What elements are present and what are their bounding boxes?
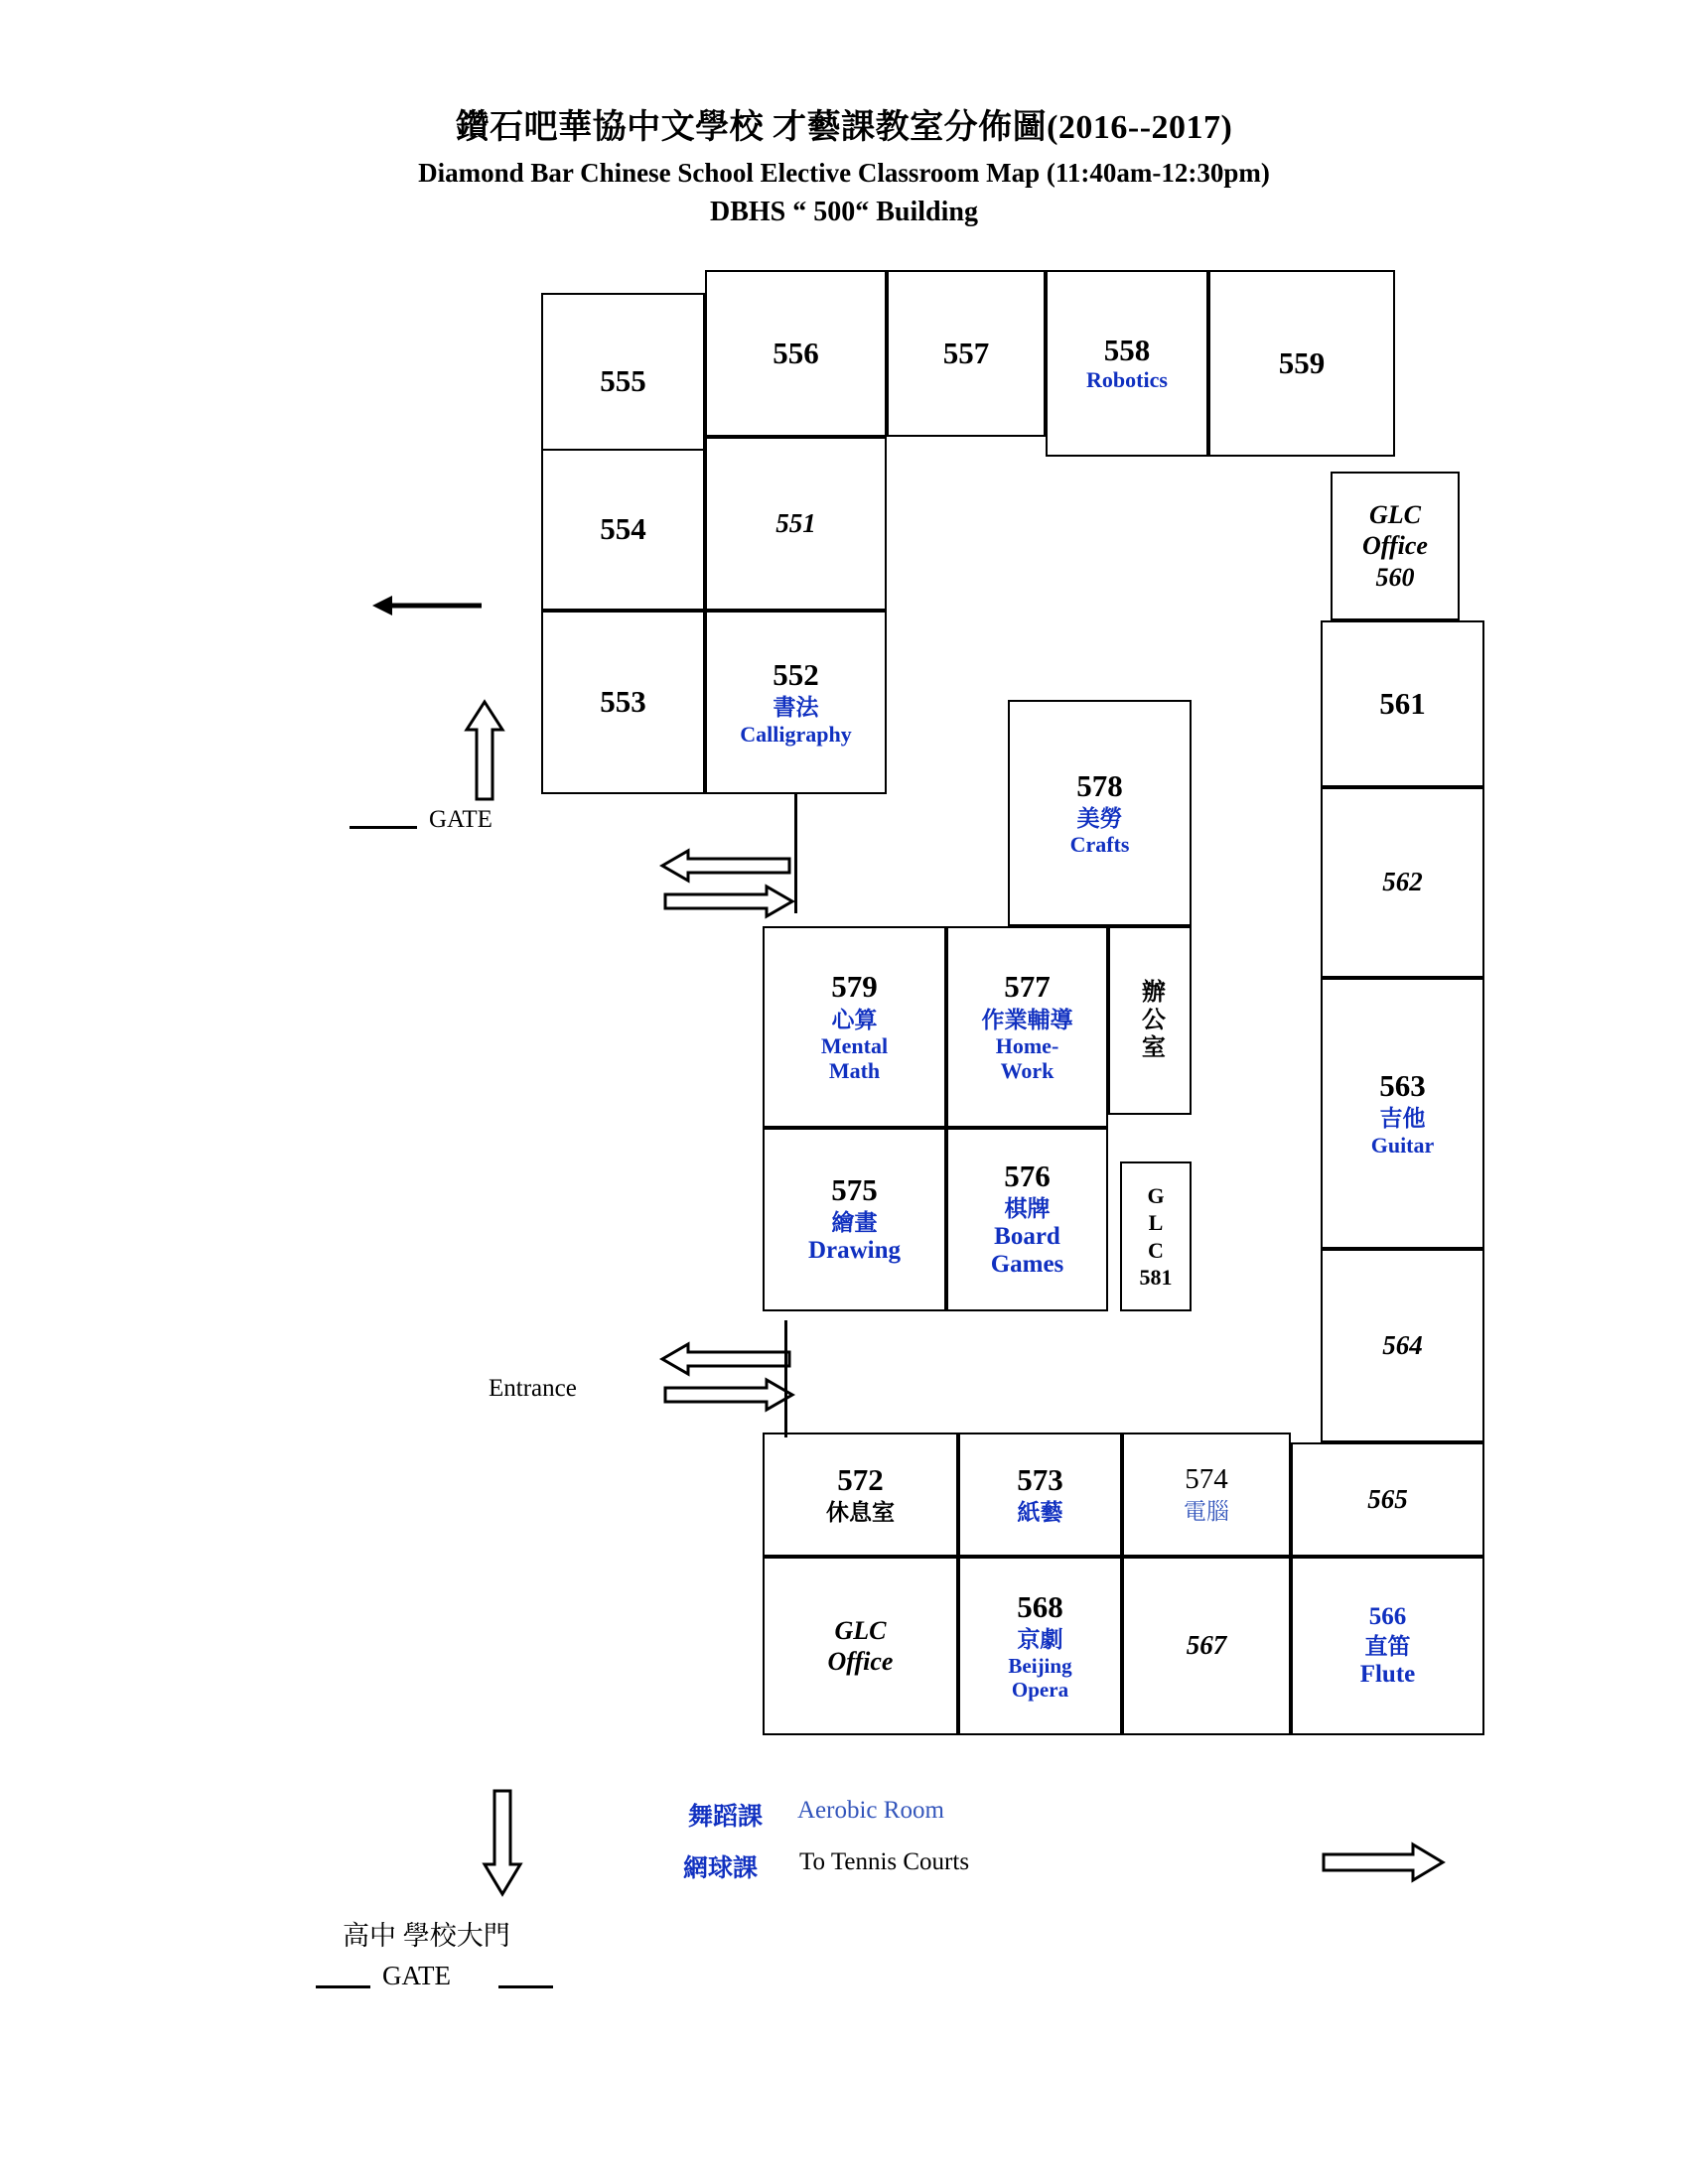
room-565-number: 565: [1367, 1483, 1408, 1514]
room-576-number: 576: [1004, 1158, 1051, 1193]
room-553[interactable]: [541, 611, 705, 794]
arrow-left-icon: [372, 591, 492, 620]
glc-office-560-number: 560: [1375, 562, 1415, 592]
office-room[interactable]: [1108, 926, 1192, 1115]
tennis-label-english: To Tennis Courts: [799, 1848, 970, 1875]
room-564[interactable]: [1321, 1249, 1484, 1442]
room-575-english: Drawing: [807, 1236, 902, 1264]
room-566-chinese: 直笛: [1364, 1634, 1411, 1660]
glc-office-572-line1: GLC: [834, 1615, 887, 1645]
gate-label-top: GATE: [429, 806, 492, 833]
room-566-english: Flute: [1359, 1660, 1416, 1688]
room-555[interactable]: [541, 293, 705, 470]
room-559[interactable]: [1208, 270, 1395, 457]
wall-connector-upper: [794, 794, 797, 913]
room-557[interactable]: [887, 270, 1046, 437]
room-551[interactable]: [705, 437, 887, 611]
office-room-chinese: 辦公室: [1137, 979, 1164, 1062]
glc-581-number: 581: [1139, 1265, 1173, 1290]
room-556-number: 556: [773, 335, 819, 370]
arrow-right-icon: [1321, 1842, 1445, 1883]
room-552-number: 552: [773, 657, 819, 693]
room-574-number: 574: [1185, 1462, 1228, 1495]
room-573-chinese: 紙藝: [1017, 1499, 1063, 1525]
arrow-up-icon: [465, 700, 504, 804]
glc-office-572-line2: Office: [827, 1647, 894, 1676]
room-556[interactable]: [705, 270, 887, 437]
room-575[interactable]: [763, 1128, 946, 1311]
entrance-label: Entrance: [489, 1375, 577, 1402]
glc-office-560-line1: GLC: [1369, 500, 1421, 530]
room-568-number: 568: [1017, 1589, 1063, 1625]
room-553-number: 553: [600, 684, 646, 720]
room-578[interactable]: [1008, 700, 1192, 926]
room-568-english-1: Beijing: [1008, 1653, 1072, 1678]
room-563-chinese: 吉他: [1379, 1106, 1426, 1132]
room-561-number: 561: [1379, 685, 1426, 721]
room-562-number: 562: [1382, 867, 1423, 897]
room-562[interactable]: [1321, 787, 1484, 978]
room-567-number: 567: [1186, 1630, 1227, 1661]
room-554-number: 554: [600, 511, 646, 547]
gate-line-bottom-left: [316, 1985, 370, 1988]
room-577-english-1: Home-: [995, 1032, 1059, 1058]
room-559-number: 559: [1278, 344, 1326, 380]
room-563-english: Guitar: [1370, 1132, 1435, 1158]
gate-label-bottom: GATE: [382, 1961, 451, 1990]
room-563-number: 563: [1379, 1068, 1426, 1104]
room-557-number: 557: [942, 335, 990, 370]
page-subtitle-building: DBHS “ 500“ Building: [710, 197, 978, 227]
room-579-english-2: Math: [828, 1058, 881, 1084]
aerobic-label-chinese: 舞蹈課: [688, 1804, 764, 1831]
room-573[interactable]: [958, 1433, 1122, 1557]
room-576-english-2: Games: [990, 1251, 1064, 1279]
room-552[interactable]: [705, 611, 887, 794]
room-578-number: 578: [1076, 767, 1123, 803]
room-578-english: Crafts: [1069, 832, 1130, 858]
wall-connector-lower: [784, 1320, 787, 1437]
room-555-number: 555: [600, 362, 646, 398]
page-title-chinese: 鑽石吧華協中文學校 才藝課教室分佈圖(2016--2017): [455, 109, 1233, 146]
room-577-chinese: 作業輔導: [981, 1007, 1073, 1032]
room-575-number: 575: [831, 1172, 878, 1208]
room-552-chinese: 書法: [773, 695, 819, 721]
room-558[interactable]: [1046, 270, 1208, 457]
room-552-english: Calligraphy: [740, 721, 852, 747]
room-576[interactable]: [946, 1128, 1108, 1311]
glc-581-letter-c: C: [1148, 1237, 1164, 1263]
room-566[interactable]: [1291, 1557, 1484, 1735]
room-574[interactable]: [1122, 1433, 1291, 1557]
double-arrow-icon: [660, 1342, 794, 1412]
gate-line-top: [350, 826, 417, 829]
room-579-english-1: Mental: [820, 1032, 889, 1058]
double-arrow-icon: [660, 849, 794, 918]
room-579-number: 579: [831, 969, 878, 1005]
aerobic-label-english: Aerobic Room: [797, 1797, 944, 1824]
room-563[interactable]: [1321, 978, 1484, 1249]
room-558-number: 558: [1103, 333, 1151, 368]
room-572-chinese: 休息室: [826, 1499, 895, 1525]
room-568[interactable]: [958, 1557, 1122, 1735]
room-567[interactable]: [1122, 1557, 1291, 1735]
map-title-block: [0, 99, 1688, 228]
room-568-chinese: 京劇: [1017, 1627, 1063, 1653]
room-572-number: 572: [837, 1461, 884, 1497]
page-title-english: Diamond Bar Chinese School Elective Classroom Map (11:40am-12:30pm): [418, 158, 1270, 188]
arrow-down-icon: [482, 1787, 523, 1896]
room-551-number: 551: [775, 507, 816, 538]
room-578-chinese: 美勞: [1076, 805, 1123, 831]
room-579[interactable]: [763, 926, 946, 1128]
tennis-label-chinese: 網球課: [683, 1855, 759, 1882]
room-568-english-2: Opera: [1011, 1677, 1069, 1702]
room-561[interactable]: [1321, 620, 1484, 787]
glc-581-letter-l: L: [1148, 1210, 1164, 1235]
glc-office-560-line2: Office: [1362, 531, 1428, 561]
room-565[interactable]: [1291, 1442, 1484, 1557]
room-576-chinese: 棋牌: [1004, 1196, 1051, 1222]
room-554[interactable]: [541, 449, 705, 611]
room-576-english-1: Board: [994, 1222, 1060, 1250]
room-573-number: 573: [1017, 1461, 1063, 1497]
room-574-chinese: 電腦: [1184, 1498, 1229, 1524]
room-577-english-2: Work: [1000, 1058, 1055, 1084]
room-577[interactable]: [946, 926, 1108, 1128]
room-566-number: 566: [1368, 1602, 1407, 1630]
room-575-chinese: 繪畫: [831, 1210, 878, 1236]
glc-581[interactable]: [1120, 1161, 1192, 1311]
school-gate-label-chinese: 高中 學校大門: [343, 1921, 510, 1951]
gate-line-bottom-right: [498, 1985, 553, 1988]
glc-office-572[interactable]: [763, 1557, 958, 1735]
glc-office-560[interactable]: [1331, 472, 1460, 620]
glc-581-letter-g: G: [1147, 1182, 1165, 1208]
room-577-number: 577: [1004, 969, 1051, 1005]
room-579-chinese: 心算: [831, 1007, 878, 1032]
room-572[interactable]: [763, 1433, 958, 1557]
room-564-number: 564: [1382, 1329, 1423, 1360]
room-558-english: Robotics: [1086, 367, 1168, 393]
